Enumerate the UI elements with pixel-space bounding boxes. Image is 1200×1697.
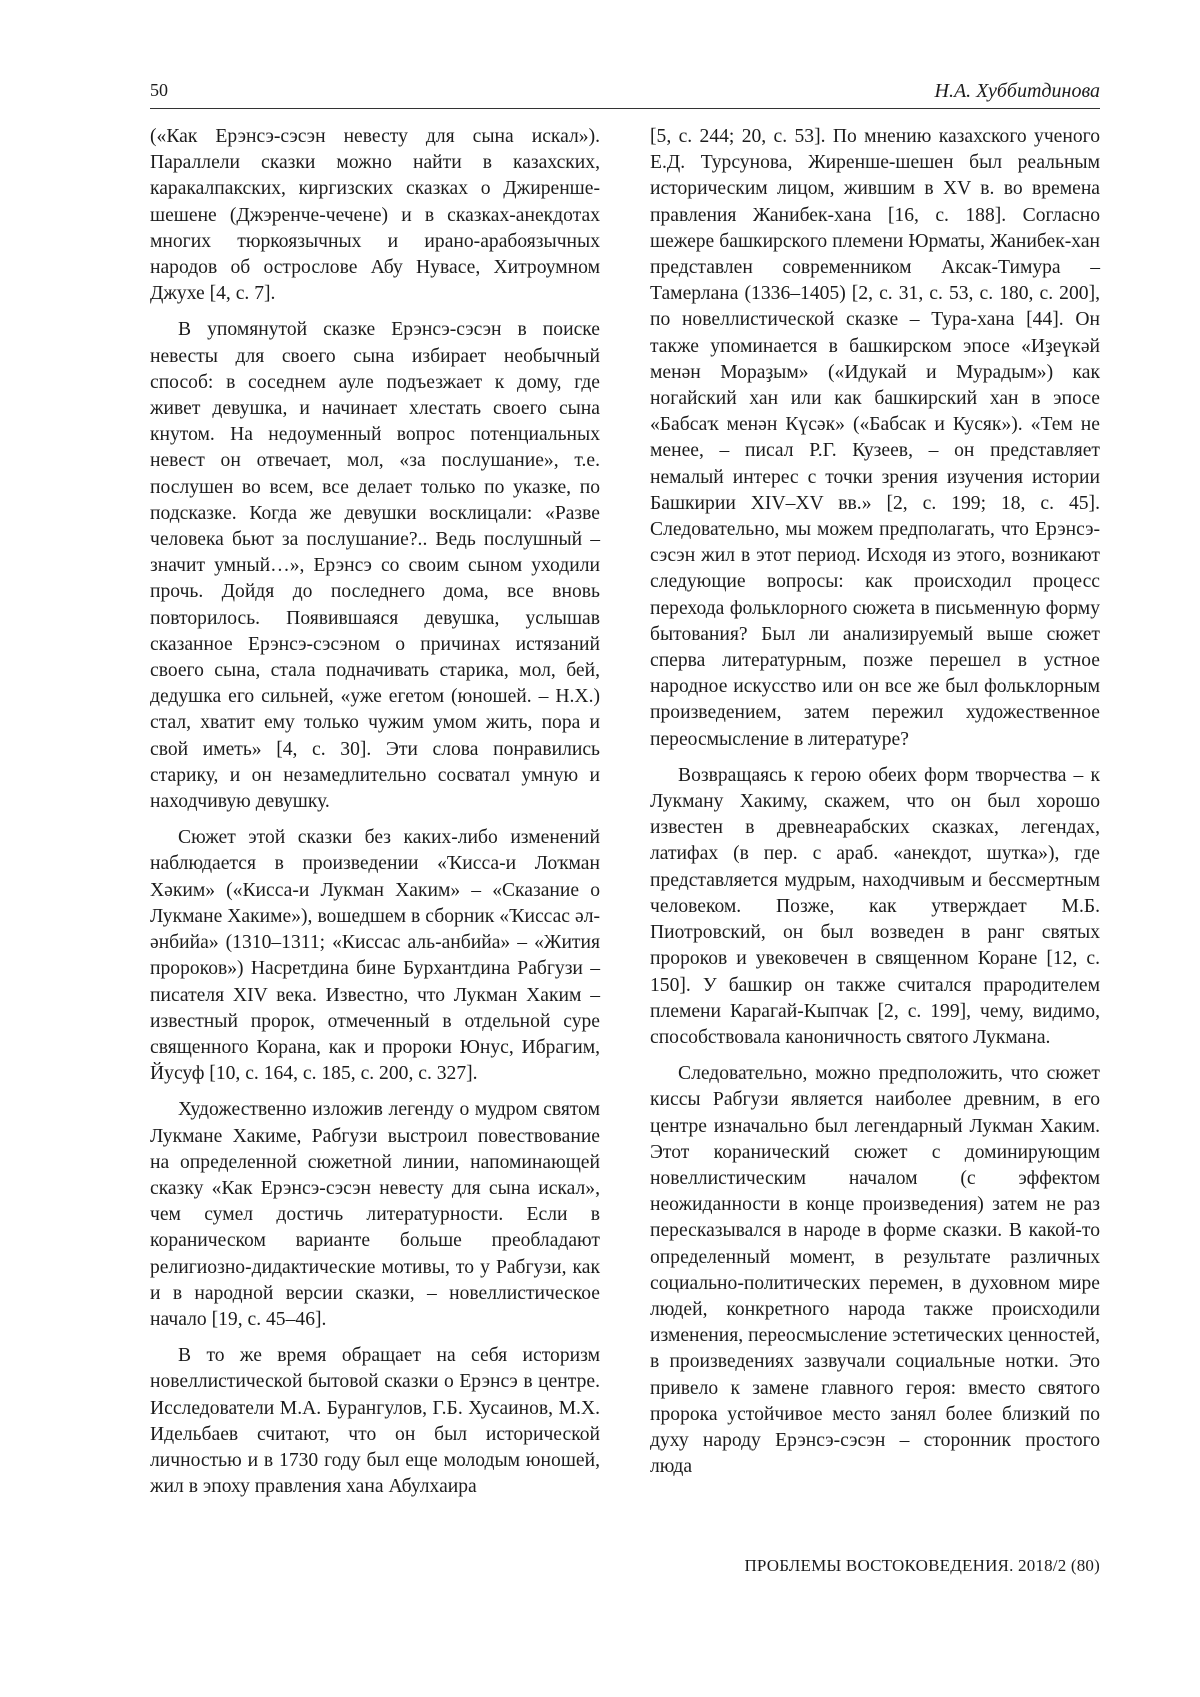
paragraph: [5, с. 244; 20, с. 53]. По мнению казахского ученого Е.Д. Турсунова, Жиренше-шешен был реальным историческим лицом, жившим в XV в. во времена правления Жанибек-хана [16, с. 188]. Согласно шежере башкирского племени Юрматы, Жанибек-хан представлен современником Аксак-Тимура – Тамерлана (1336–1405) [2, с. 31, с. 53, с. 180, с. 200], по новеллистической сказке – Тура-хана [44]. Он также упоминается в башкирском эпосе «Иҙеүкәй менән Мораҙым» («Идукай и Мурадым») как ногайский хан или как башкирский хан в эпосе «Бабсаҡ менән Күсәк» («Бабсак и Кусяк»). «Тем не менее, – писал Р.Г. Кузеев, – он представляет немалый интерес с точки зрения изучения истории Башкирии XIV–XV вв.» [2, с. 199; 18, с. 45]. Следовательно, мы можем предполагать, что Ерэнсэ-сэсэн жил в этот период. Исходя из этого, возникают следующие вопросы: как происходил процесс перехода фольклорного сюжета в письменную форму бытования? Был ли анализируемый выше сюжет сперва литературным, позже перешел в устное народное искусство или он все же был фольклорным произведением, затем пережил художественное переосмысление в литературе? <box>650 126 1100 750</box>
paragraph: Следовательно, можно предположить, что сюжет киссы Рабгузи является наиболее древним, в его центре изначально был легендарный Лукман Хаким. Этот коранический сюжет с доминирующим новеллистическим началом (с эффектом неожиданности в конце произведения) затем не раз пересказывался в народе в форме сказки. В какой-то определенный момент, в результате различных социально-политических перемен, в духовном мире людей, конкретного народа также происходили изменения, переосмысление эстетических ценностей, в произведениях зазвучали социальные нотки. Это привело к замене главного героя: вместо святого пророка устойчивое место занял более близкий по духу народу Ерэнсэ-сэсэн – сторонник простого люда <box>650 1063 1100 1478</box>
right-column <box>650 124 1100 1480</box>
paragraph: В упомянутой сказке Ерэнсэ-сэсэн в поиске невесты для своего сына избирает необычный способ: в соседнем ауле подъезжает к дому, где живет девушка, и начинает хлестать своего сына кнутом. На недоуменный вопрос потенциальных невест он отвечает, мол, «за послушание», т.е. послушен во всем, все делает только по указке, по подсказке. Когда же девушки восклицали: «Разве человека бьют за послушание?.. Ведь послушный – значит умный…», Ерэнсэ со своим сыном уходили прочь. Дойдя до последнего дома, все вновь повторилось. Появившаяся девушка, услышав сказанное Ерэнсэ-сэсэном о причинах истязаний своего сына, стала подначивать старика, мол, бей, дедушка его сильней, «уже егетом (юношей. – Н.Х.) стал, хватит ему только чужим умом жить, пора и свой иметь» [4, с. 30]. Эти слова понравились старику, и он незамедлительно сосватал умную и находчивую девушку. <box>150 319 600 813</box>
paragraph: («Как Ерэнсэ-сэсэн невесту для сына искал»). Параллели сказки можно найти в казахских, каракалпакских, киргизских сказках о Джиренше-шешене (Джэренче-чечене) и в сказках-анекдотах многих тюркоязычных и ирано-арабоязычных народов об острослове Абу Нувасе, Хитроумном Джухе [4, с. 7]. <box>150 126 600 305</box>
header-rule <box>150 108 1100 109</box>
journal-footer: ПРОБЛЕМЫ ВОСТОКОВЕДЕНИЯ. 2018/2 (80) <box>744 1556 1100 1575</box>
paragraph: Сюжет этой сказки без каких-либо изменений наблюдается в произведении «Ҡисса-и Лоҡман Хәким» («Кисса-и Лукман Хаким» – «Сказание о Лукмане Хакиме»), вошедшем в сборник «Ҡиссас әл-әнбийа» (1310–1311; «Киссас аль-анбийа» – «Жития пророков») Насретдина бине Бурхантдина Рабгузи – писателя XIV века. Известно, что Лукман Хаким – известный пророк, отмеченный в отдельной суре священного Корана, как и пророки Юнус, Ибрагим, Йусуф [10, с. 164, с. 185, с. 200, с. 327]. <box>150 827 600 1085</box>
page-number: 50 <box>150 80 168 100</box>
running-header <box>150 80 1100 106</box>
author-name: Н.А. Хуббитдинова <box>934 80 1100 102</box>
paragraph: Возвращаясь к герою обеих форм творчества – к Лукману Хакиму, скажем, что он был хорошо известен в древнеарабских сказках, легендах, латифах (в пер. с араб. «анекдот, шутка»), где представляется мудрым, находчивым и бессмертным человеком. Позже, как утверждает М.Б. Пиотровский, он был возведен в ранг святых пророков и увековечен в священном Коране [12, с. 150]. У башкир он также считался прародителем племени Карагай-Кыпчак [2, с. 199], чему, видимо, способствовала каноничность святого Лукмана. <box>650 764 1100 1048</box>
paragraph: Художественно изложив легенду о мудром святом Лукмане Хакиме, Рабгузи выстроил повествование на определенной сюжетной линии, напоминающей сказку «Как Ерэнсэ-сэсэн невесту для сына искал», чем сумел достичь литературности. Если в кораническом варианте больше преобладают религиозно-дидактические мотивы, то у Рабгузи, как и в народной версии сказки, – новеллистическое начало [19, с. 45–46]. <box>150 1099 600 1330</box>
paragraph: В то же время обращает на себя историзм новеллистической бытовой сказки о Ерэнсэ в центре. Исследователи М.А. Бурангулов, Г.Б. Хусаинов, М.Х. Идельбаев считают, что он был исторической личностью и в 1730 году был еще молодым юношей, жил в эпоху правления хана Абулхаира <box>150 1345 600 1498</box>
left-column <box>150 124 600 1500</box>
